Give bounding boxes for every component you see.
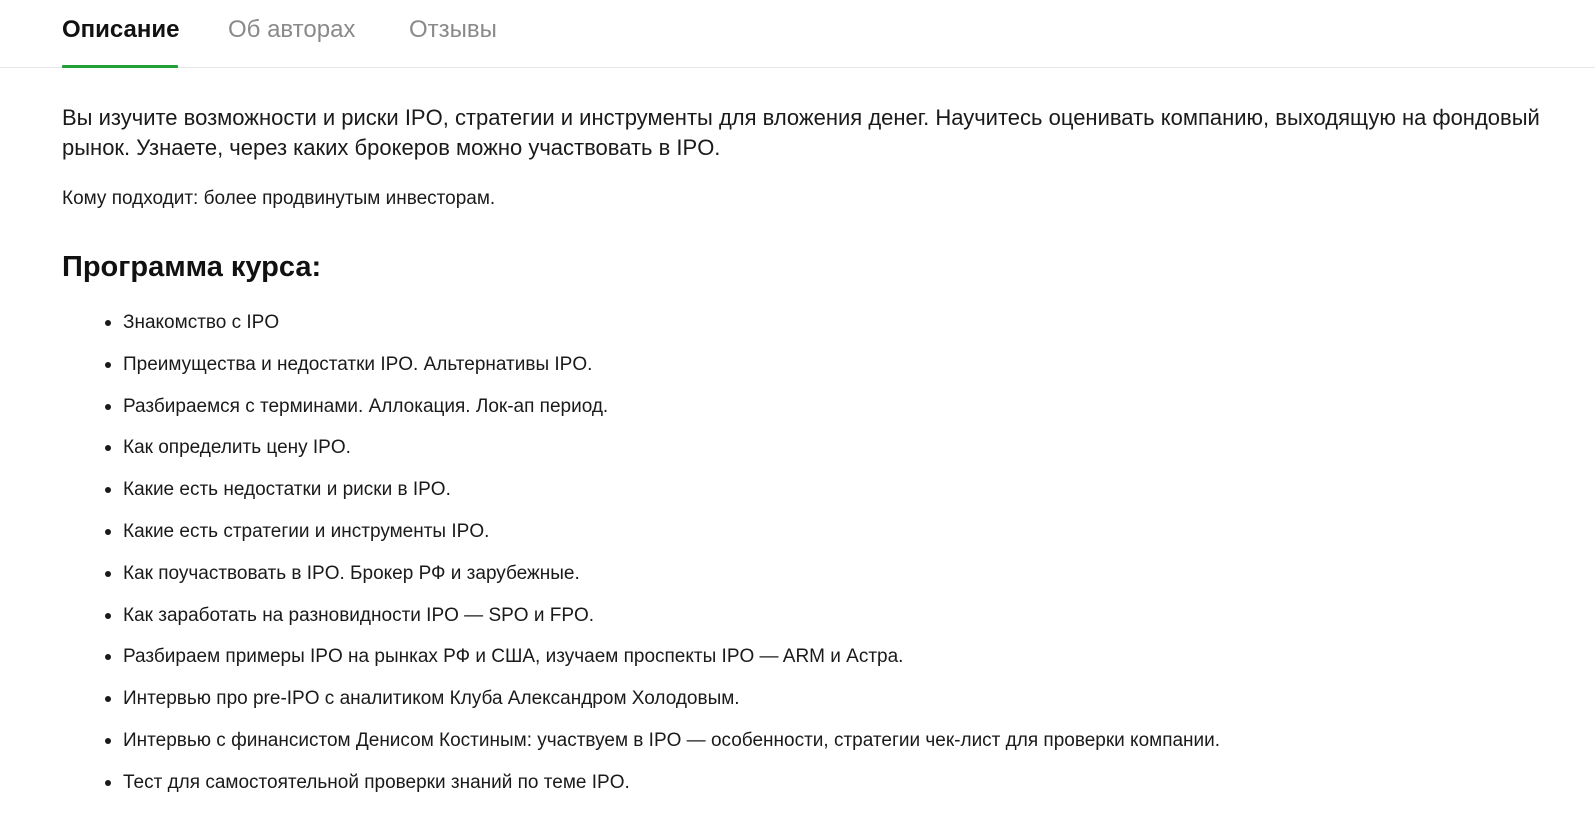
course-description <box>62 103 1562 811</box>
bullet-icon <box>105 487 111 493</box>
program-item-text: Интервью с финансистом Денисом Костиным: участвуем в IPO — особенности, стратегии чек-лист для проверки компании. <box>123 729 1221 751</box>
program-item <box>123 476 1562 504</box>
bullet-icon <box>105 529 111 535</box>
program-item <box>123 643 1562 671</box>
program-item-text: Разбираем примеры IPO на рынках РФ и США, изучаем проспекты IPO — ARM и Астра. <box>123 646 904 668</box>
program-item <box>123 393 1562 421</box>
bullet-icon <box>105 738 111 744</box>
bullet-icon <box>105 445 111 451</box>
target-audience-text: Кому подходит: более продвинутым инвесторам. <box>62 188 496 209</box>
program-item <box>123 309 1562 337</box>
program-item <box>123 602 1562 630</box>
program-item-text: Преимущества и недостатки IPO. Альтернативы IPO. <box>123 353 593 375</box>
tab-bar <box>0 0 1595 68</box>
program-item <box>123 434 1562 462</box>
tab-authors[interactable]: Об авторах <box>228 16 356 43</box>
bullet-icon <box>105 362 111 368</box>
bullet-icon <box>105 613 111 619</box>
tab-description[interactable]: Описание <box>62 16 180 43</box>
program-item-text: Знакомство с IPO <box>123 312 280 333</box>
bullet-icon <box>105 654 111 660</box>
program-item <box>123 518 1562 546</box>
active-tab-indicator <box>62 65 178 68</box>
program-item-text: Какие есть недостатки и риски в IPO. <box>123 479 451 501</box>
bullet-icon <box>105 780 111 786</box>
program-item <box>123 685 1562 713</box>
program-heading: Программа курса: <box>62 251 322 283</box>
bullet-icon <box>105 320 111 326</box>
bullet-icon <box>105 571 111 577</box>
program-item <box>123 769 1562 797</box>
program-item-text: Как заработать на разновидности IPO — SPO и FPO. <box>123 604 595 626</box>
program-item <box>123 351 1562 379</box>
program-item-text: Какие есть стратегии и инструменты IPO. <box>123 520 490 542</box>
program-item-text: Как определить цену IPO. <box>123 437 351 459</box>
program-item <box>123 560 1562 588</box>
tab-reviews[interactable]: Отзывы <box>409 16 497 43</box>
bullet-icon <box>105 404 111 410</box>
program-list <box>62 309 1562 797</box>
program-item-text: Тест для самостоятельной проверки знаний по теме IPO. <box>123 771 630 793</box>
bullet-icon <box>105 696 111 702</box>
program-item-text: Как поучаствовать в IPO. Брокер РФ и зарубежные. <box>123 562 580 584</box>
program-item-text: Разбираемся с терминами. Аллокация. Лок-ап период. <box>123 395 609 417</box>
program-item <box>123 727 1562 755</box>
program-item-text: Интервью про pre-IPO с аналитиком Клуба Александром Холодовым. <box>123 688 740 710</box>
course-intro-text: Вы изучите возможности и риски IPO, стратегии и инструменты для вложения денег. Научитесь оценивать компанию, выходящую на фондовый рынок. Узнаете, через каких брокеров можно участвовать в IPO. <box>62 105 1540 160</box>
